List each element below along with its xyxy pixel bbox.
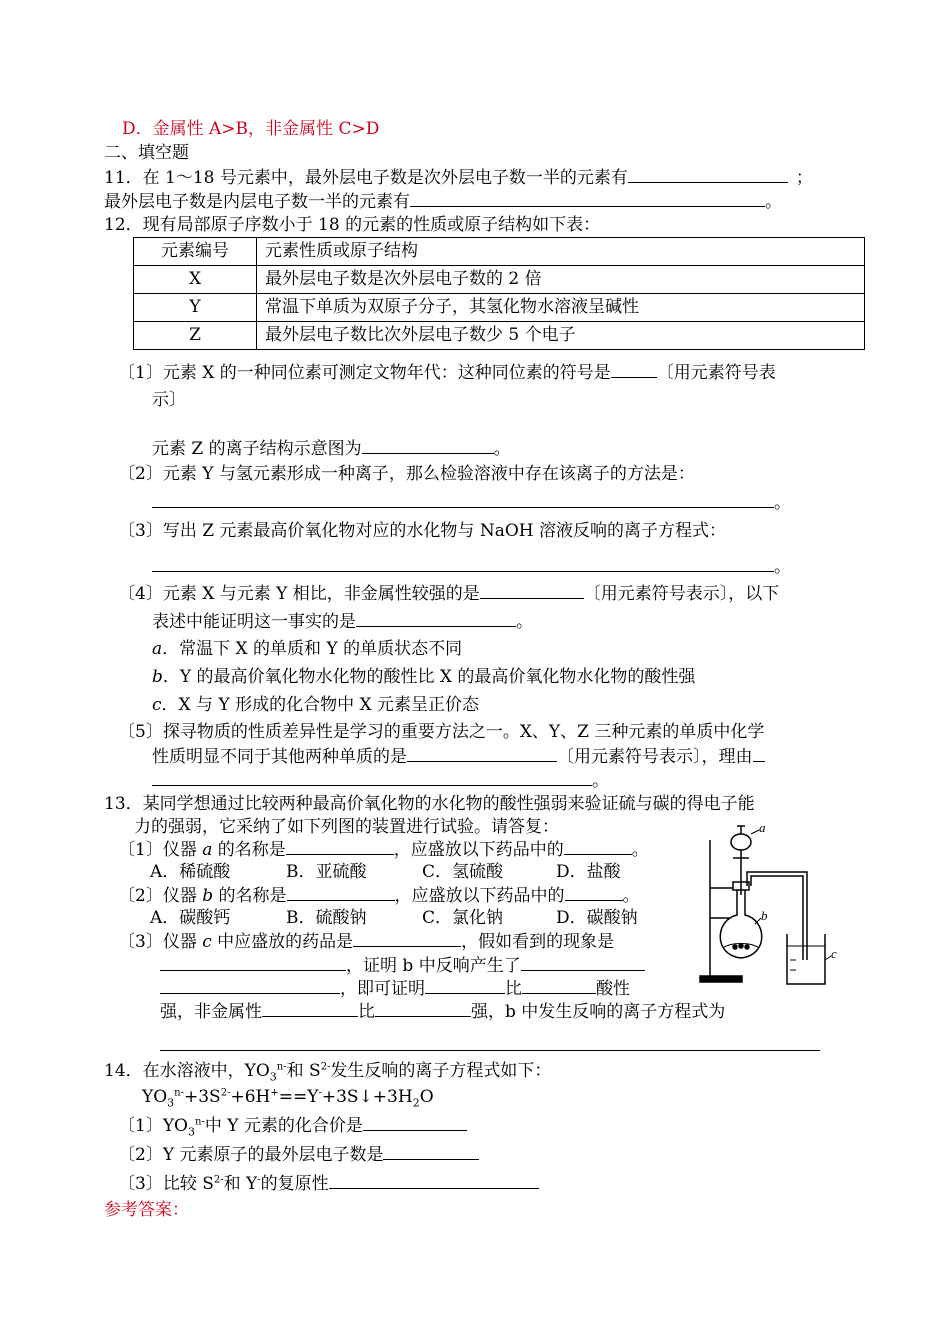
q14-p2 (118, 1143, 479, 1166)
q13-p3-blank5[interactable] (425, 977, 505, 994)
q14-sup: n- (276, 1061, 287, 1073)
eq-sup: - (318, 1087, 322, 1099)
q13-p3-blank8[interactable] (375, 1000, 471, 1017)
q13-p1-blank1[interactable] (286, 838, 394, 855)
q14-p1-sub: 3 (187, 1125, 195, 1139)
q12-p5-blank1[interactable] (407, 745, 557, 762)
q14-p2-blank[interactable] (383, 1143, 479, 1160)
q13-p2-blank1[interactable] (287, 884, 395, 901)
option-item: A．稀硫酸 (150, 862, 231, 882)
table-cell: X (134, 266, 257, 294)
q13-p2-options (150, 907, 638, 929)
q14-text3: 发生反响的离子方程式如下： (330, 1061, 552, 1081)
q12-p4-option-a (152, 638, 462, 660)
q13-p3-text7: 酸性 (596, 979, 630, 999)
q12-p1-line3 (152, 437, 511, 460)
q14-p3-text: 〔3〕比较 S (118, 1174, 214, 1194)
eq-sup: + (270, 1087, 279, 1099)
table-row (134, 322, 865, 350)
q14-sub: 3 (269, 1070, 277, 1084)
eq-sub: 2 (412, 1096, 420, 1110)
q14-p3-sup: 2- (213, 1174, 224, 1186)
q11-blank1[interactable] (628, 166, 788, 183)
q13-p3-text4: ，证明 b 中反响产生了 (346, 956, 521, 976)
q14-equation (142, 1086, 434, 1108)
q13-p3-blank4[interactable] (160, 977, 340, 994)
eq-part: +3S (184, 1087, 221, 1107)
q12-p4-option-c (152, 694, 479, 716)
q13-p3-text2: 中应盛放的药品是 (211, 932, 354, 952)
option-text: ．常温下 X 的单质和 Y 的单质状态不同 (162, 639, 463, 659)
eq-sup: n- (174, 1087, 184, 1099)
q12-p2-answer-line (152, 491, 791, 514)
q13-p3-text8: 强，非金属性 (160, 1002, 262, 1022)
q13-intro2: 力的强弱，它采纳了如下列图的装置进行试验。请答复： (134, 817, 559, 837)
q14-p3-sup2: - (257, 1174, 261, 1186)
q14-p1-text2: 中 Y 元素的化合价是 (204, 1116, 363, 1136)
option-item: D．碳酸钠 (556, 908, 638, 928)
q11-line1 (104, 166, 813, 189)
q11-text2: 最外层电子数是内层电子数一半的元素有 (104, 192, 410, 212)
option-text: ．X 与 Y 形成的化合物中 X 元素呈正价态 (161, 695, 479, 715)
q13-p2-text2: 的名称是 (213, 886, 287, 906)
q13-p1-options (150, 861, 621, 883)
option-letter: b (152, 667, 163, 687)
section-title: 二、填空题 (104, 143, 189, 163)
q13-p2-letter: b (202, 886, 214, 906)
prev-option-d: D．金属性 A>B，非金属性 C>D (122, 119, 380, 139)
q13-p3-blank7[interactable] (262, 1000, 358, 1017)
table-row (134, 294, 865, 322)
q13-p2-blank2[interactable] (565, 884, 623, 901)
q13-p1-text2: 的名称是 (212, 840, 286, 860)
q12-p5-text: 性质明显不同于其他两种单质的是 (152, 747, 407, 767)
table-cell: 最外层电子数比次外层电子数少 5 个电子 (257, 322, 865, 350)
q14-p3-text3: 的复原性 (260, 1174, 329, 1194)
answer-title: 参考答案： (104, 1200, 189, 1220)
table-header: 元素编号 (134, 238, 257, 266)
q12-p1-text3: 元素 Z 的离子结构示意图为 (152, 439, 362, 459)
q13-p3-text9: 比 (358, 1002, 375, 1022)
q12-p2-blank[interactable] (152, 491, 774, 508)
option-item: B．硫酸钠 (286, 908, 367, 928)
q13-p2-text: 〔2〕仪器 (118, 886, 203, 906)
q13-p3-text3: ，假如看到的现象是 (461, 932, 615, 952)
option-item: B．亚硫酸 (286, 862, 367, 882)
apparatus-drawing (700, 826, 831, 984)
eq-part: YO (142, 1087, 168, 1107)
q14-p1-sup: n- (194, 1116, 205, 1128)
q13-p3-line4 (160, 1000, 725, 1023)
q13-p3-text10: 强，b 中发生反响的离子方程式为 (471, 1002, 726, 1022)
q12-p3: 〔3〕写出 Z 元素最高价氧化物对应的水化物与 NaOH 溶液反响的离子方程式： (118, 521, 727, 541)
eq-sub: 3 (167, 1096, 175, 1110)
option-item: D．盐酸 (556, 862, 621, 882)
q12-intro: 12．现有局部原子序数小于 18 的元素的性质或原子结构如下表： (104, 215, 601, 235)
q13-p3 (118, 930, 614, 953)
q12-p5-line2 (152, 745, 765, 768)
table-cell: 最外层电子数是次外层电子数的 2 倍 (257, 266, 865, 294)
q13-p3-blank3[interactable] (521, 954, 645, 971)
q13-p3-blank2[interactable] (160, 954, 346, 971)
q13-p3-text: 〔3〕仪器 (118, 932, 203, 952)
q14-p1 (118, 1114, 467, 1137)
eq-sup: 2- (220, 1087, 231, 1099)
option-item: C．氢硫酸 (422, 862, 504, 882)
option-text: ．Y 的最高价氧化物水化物的酸性比 X 的最高价氧化物水化物的酸性强 (162, 667, 696, 687)
q13-p2-punct: 。 (622, 886, 640, 906)
eq-part: +6H (230, 1087, 271, 1107)
q12-p3-punct: 。 (774, 557, 791, 577)
q12-p2-punct: 。 (774, 493, 791, 513)
q12-p5-line3 (152, 769, 609, 792)
q13-p1-letter: a (202, 840, 213, 860)
option-item: A．碳酸钙 (150, 908, 231, 928)
apparatus-label-c: c (831, 946, 837, 961)
q12-p4-text3: 表述中能证明这一事实的是 (152, 612, 356, 632)
table-cell: Z (134, 322, 257, 350)
q13-p3-line2 (160, 954, 645, 977)
q13-p3-line3 (160, 977, 630, 1000)
q12-p1-line1 (118, 361, 776, 384)
table-row (134, 266, 865, 294)
eq-part: +3S↓+3H (321, 1087, 413, 1107)
table-header: 元素性质或原子结构 (257, 238, 865, 266)
q12-p1-text: 〔1〕元素 X 的一种同位素可测定文物年代：这种同位素的符号是 (118, 363, 611, 383)
q14-p3 (118, 1172, 539, 1195)
q13-p3-blank6[interactable] (522, 977, 596, 994)
q14-text2: 和 S (286, 1061, 321, 1081)
q13-p1-text: 〔1〕仪器 (118, 840, 203, 860)
q12-p4-text: 〔4〕元素 X 与元素 Y 相比，非金属性较强的是 (118, 584, 480, 604)
q12-p4-blank1[interactable] (480, 582, 584, 599)
q14-sup2: 2- (320, 1061, 331, 1073)
q13-p1-blank2[interactable] (564, 838, 632, 855)
q14-text: 14．在水溶液中，YO (104, 1061, 270, 1081)
q12-p4-option-b (152, 666, 695, 688)
q11-punct2: 。 (765, 192, 782, 212)
q13-p3-letter: c (202, 932, 212, 952)
table-header-row (134, 238, 865, 266)
q11-line2 (104, 190, 782, 213)
q13-p3-text5: ，即可证明 (340, 979, 425, 999)
q12-p3-blank[interactable] (152, 555, 774, 572)
element-table (133, 237, 865, 350)
q12-p1-blank[interactable] (611, 361, 657, 378)
q13-intro1: 13．某同学想通过比较两种最高价氧化物的水化物的酸性强弱来验证硫与碳的得电子能 (104, 794, 755, 814)
q14-p1-text: 〔1〕YO (118, 1116, 188, 1136)
q14-p3-blank[interactable] (329, 1172, 539, 1189)
table-cell: 常温下单质为双原子分子，其氢化物水溶液呈碱性 (257, 294, 865, 322)
q12-p4-line2 (152, 610, 533, 633)
q13-p3-text6: 比 (505, 979, 522, 999)
q13-p1-punct: 。 (631, 840, 649, 860)
q13-p3-blank9[interactable] (160, 1034, 820, 1051)
q12-p5-line1: 〔5〕探寻物质的性质差异性是学习的重要方法之一。X、Y、Z 三种元素的单质中化学 (118, 722, 765, 742)
q14-p3-text2: 和 Y (223, 1174, 258, 1194)
option-item: C．氯化钠 (422, 908, 504, 928)
q13-p2 (118, 884, 640, 907)
eq-part: ==Y (278, 1087, 319, 1107)
q12-p4-blank2[interactable] (356, 610, 516, 627)
q14-intro (104, 1060, 551, 1082)
option-letter: c (152, 695, 162, 715)
q12-p5-blank2[interactable] (753, 745, 765, 762)
q12-p1-text2: 〔用元素符号表 (656, 363, 776, 383)
q13-p1-text3: ，应盛放以下药品中的 (393, 840, 564, 860)
q11-text1: 11．在 1～18 号元素中，最外层电子数是次外层电子数一半的元素有 (104, 168, 628, 188)
q12-p1-punct: 。 (493, 439, 511, 459)
apparatus-label-a: a (759, 820, 766, 835)
q13-p3-blank1[interactable] (353, 930, 461, 947)
apparatus-figure (695, 820, 840, 990)
q12-p4-line1 (118, 582, 779, 605)
q12-p5-text2: 〔用元素符号表示〕，理由 (557, 747, 753, 767)
q12-p1-blank2[interactable] (362, 437, 494, 454)
q12-p3-answer-line (152, 555, 791, 578)
q12-p4-punct: 。 (516, 612, 533, 632)
q14-p2-text: 〔2〕Y 元素原子的最外层电子数是 (118, 1145, 384, 1165)
option-letter: a (152, 639, 163, 659)
q13-p1 (118, 838, 649, 861)
q12-p5-blank3[interactable] (152, 769, 592, 786)
q11-punct1: ； (795, 168, 813, 188)
q13-p3-line5 (160, 1034, 820, 1057)
q11-blank2[interactable] (410, 190, 765, 207)
q12-p4-text2: 〔用元素符号表示〕，以下 (583, 584, 780, 604)
q12-p2: 〔2〕元素 Y 与氢元素形成一种离子，那么检验溶液中存在该离子的方法是： (118, 464, 695, 484)
table-cell: Y (134, 294, 257, 322)
apparatus-label-b: b (761, 908, 768, 923)
q14-p1-blank[interactable] (363, 1114, 467, 1131)
q12-p5-punct: 。 (592, 771, 609, 791)
eq-part: O (419, 1087, 434, 1107)
q12-p1-line2: 示〕 (152, 390, 186, 410)
q13-p2-text3: ，应盛放以下药品中的 (394, 886, 565, 906)
